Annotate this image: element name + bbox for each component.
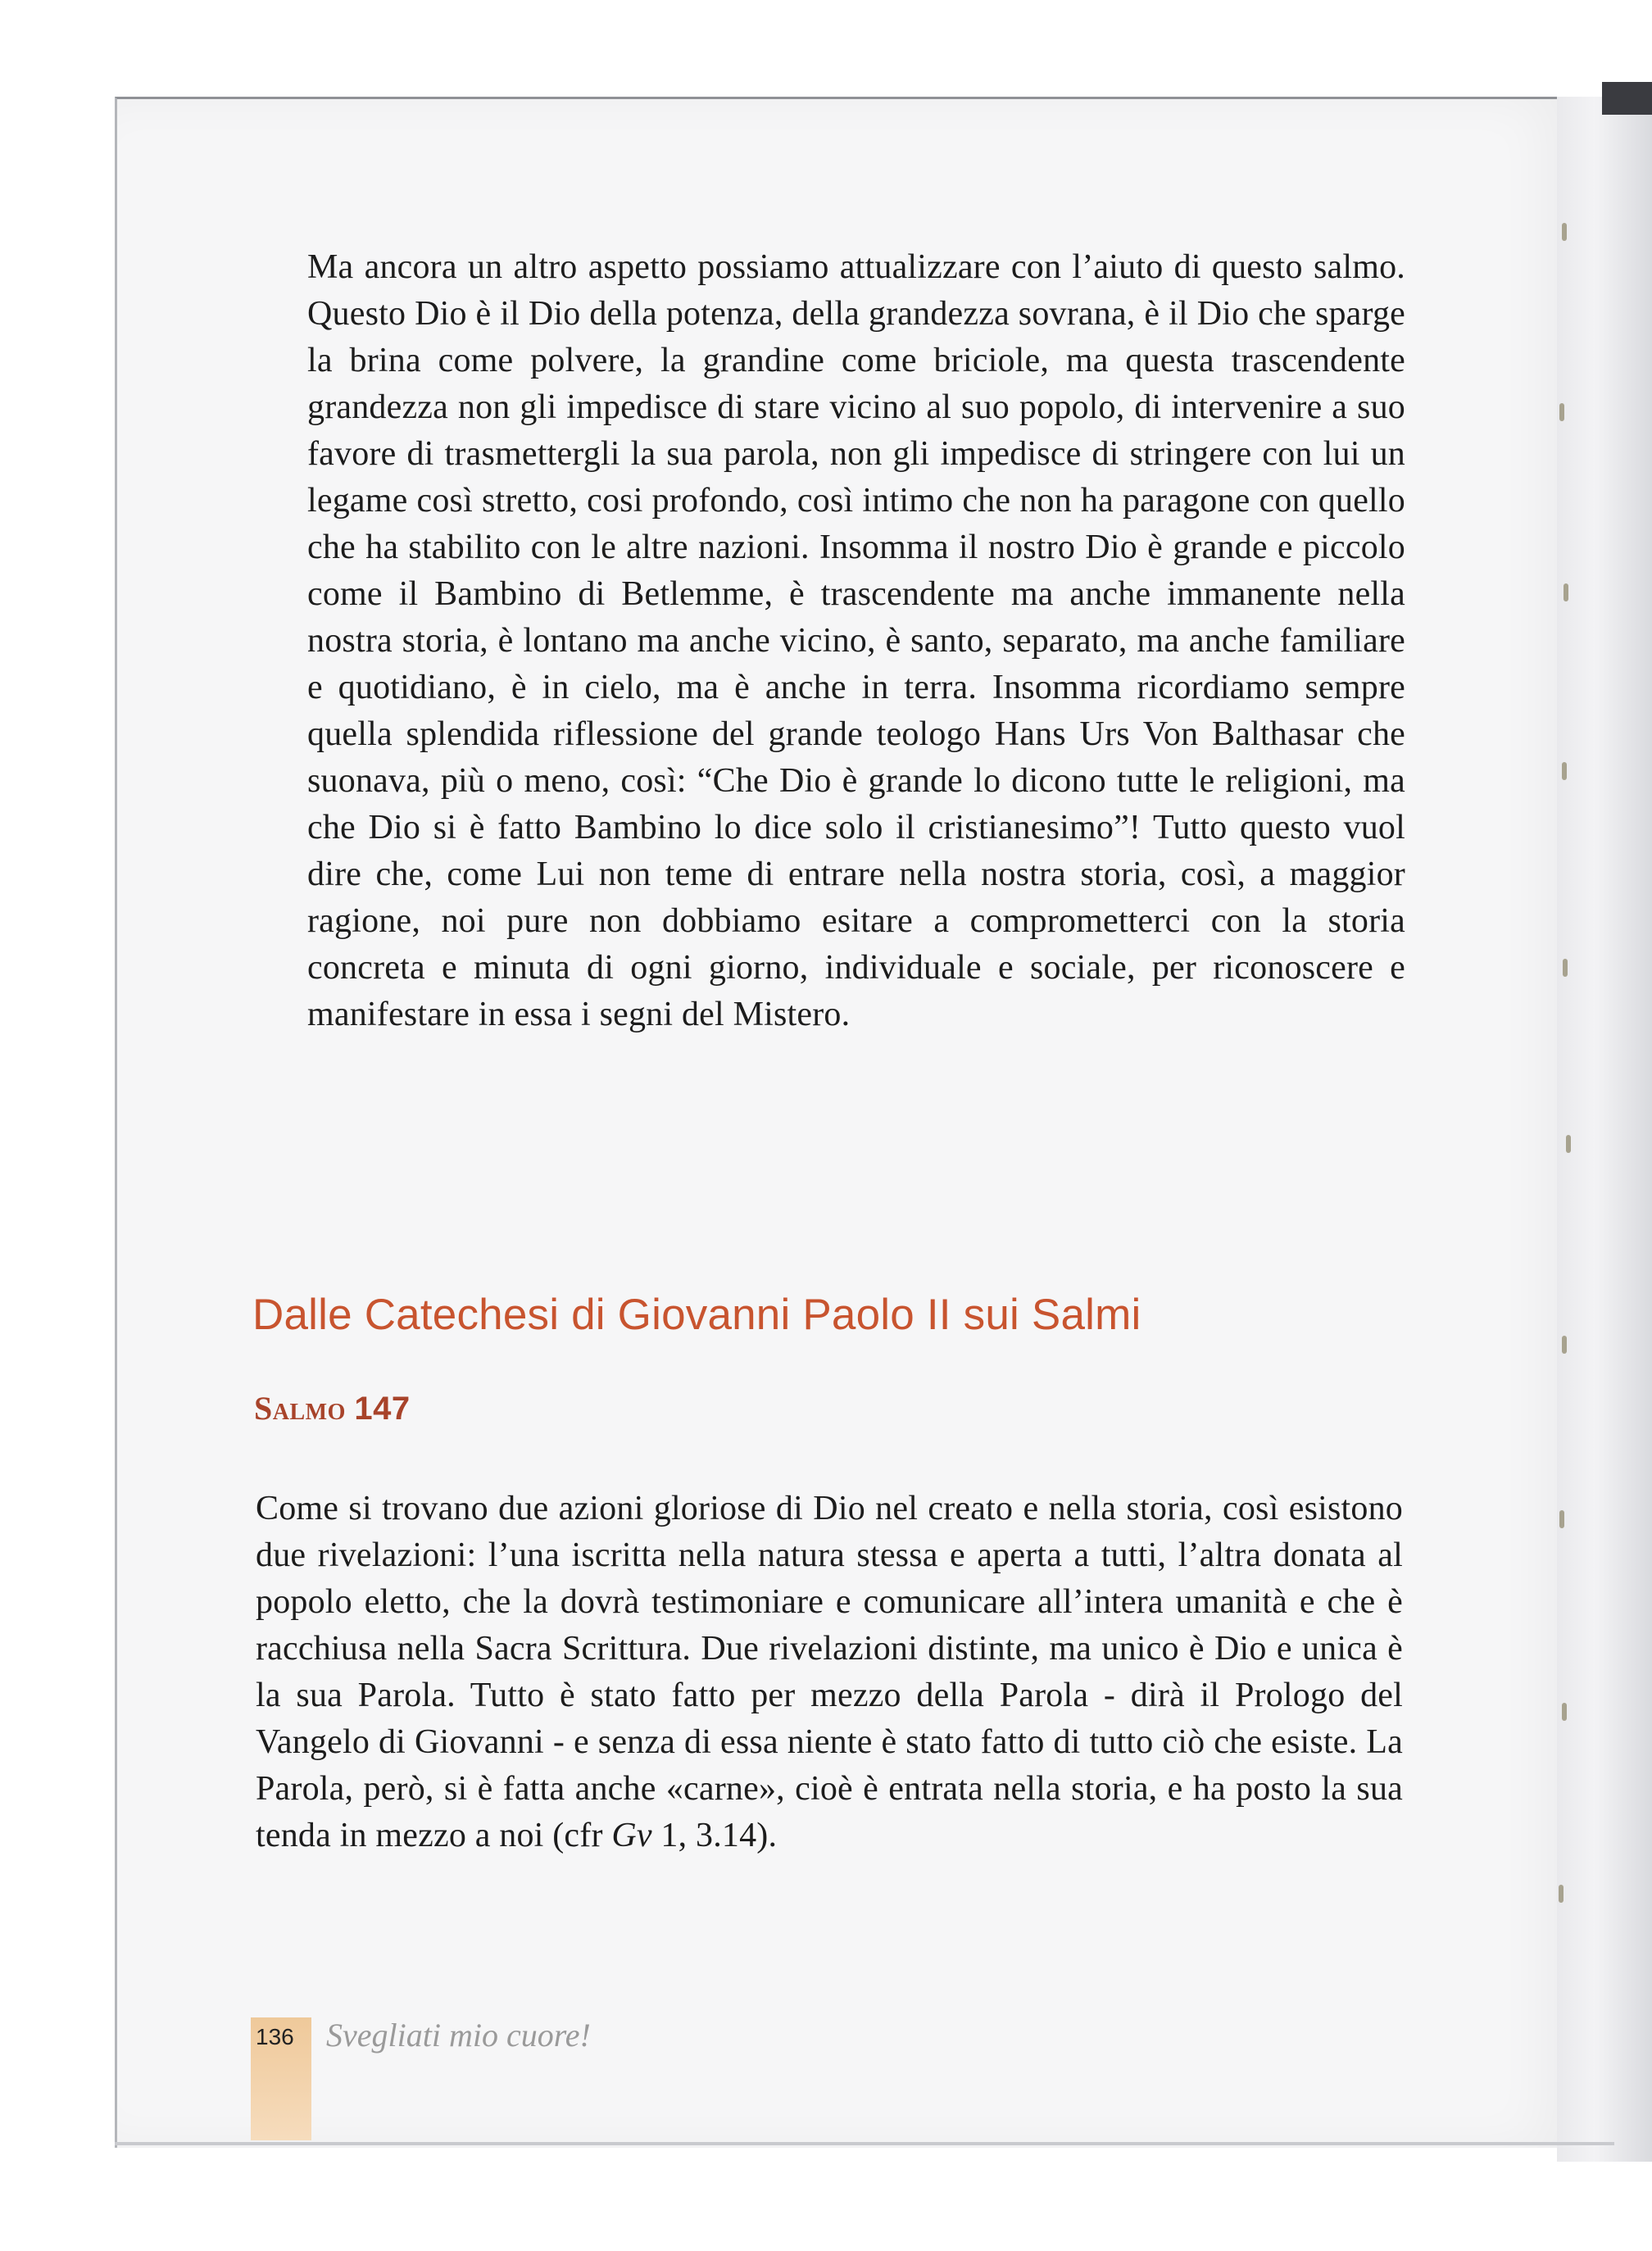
binding-stitch xyxy=(1563,959,1568,977)
page-binding xyxy=(1557,97,1652,2162)
binding-stitch xyxy=(1559,403,1564,421)
binding-stitch xyxy=(1564,583,1568,601)
binding-stitch xyxy=(1559,1885,1564,1903)
paragraph-2-text: Come si trovano due azioni gloriose di Dio nel creato e nella storia, così esistono due rivelazioni: l’una iscritta nella natura stessa e aperta a tutti, l’altra donata al popolo eletto, che la dovrà testimoniare e comunicare all’intera umanità e che è racchiusa nella Sacra Scrittura. Due rivelazioni distinte, ma unico è Dio e unica è la sua Parola. Tutto è stato fatto per mezzo della Parola - dirà il Prologo del Vangelo di Giovanni - e senza di essa niente è stato fatto di tutto ciò che esiste. La Parola, però, si è fatta anche «carne», cioè è entrata nella storia, e ha posto la sua tenda in mezzo a noi (cfr xyxy=(256,1490,1403,1854)
binding-shadow xyxy=(1602,82,1652,115)
binding-stitch xyxy=(1562,223,1567,241)
page-number: 136 xyxy=(256,2024,294,2049)
binding-stitch xyxy=(1562,1703,1567,1721)
body-paragraph-1: Ma ancora un altro aspetto possiamo attualizzare con l’aiuto di questo salmo. Questo Dio è il Dio della potenza, della grandezza sovrana, è il Dio che sparge la brina come polvere, la grandine come briciole, ma questa trascendente grandezza non gli impedisce di stare vicino al suo popolo, di intervenire a suo favore di trasmettergli la sua parola, non gli impedisce di stringere con lui un legame così stretto, cosi profondo, così intimo che non ha paragone con quello che ha stabilito con le altre nazioni. Insomma il nostro Dio è grande e piccolo come il Bambino di Betlemme, è trascendente ma anche immanente nella nostra storia, è lontano ma anche vicino, è santo, separato, ma anche familiare e quotidiano, è in cielo, ma è anche in terra. Insomma ricordiamo sempre quella splendida riflessione del grande teologo Hans Urs Von Balthasar che suonava, più o meno, così: “Che Dio è grande lo dicono tutte le religioni, ma che Dio si è fatto Bambino lo dice solo il cristianesimo”! Tutto questo vuol dire che, come Lui non teme di entrare nella nostra storia, così, a maggior ragione, noi pure non dobbiamo esitare a comprometterci con la storia concreta e minuta di ogni giorno, individuale e sociale, per riconoscere e manifestare in essa i segni del Mistero. xyxy=(307,248,1405,1033)
psalm-label: Salmo xyxy=(254,1390,346,1427)
binding-stitch xyxy=(1559,1510,1564,1528)
page-bottom-edge xyxy=(115,2142,1614,2145)
citation-book: Gv xyxy=(611,1817,652,1854)
running-footer-title: Svegliati mio cuore! xyxy=(326,2017,591,2054)
binding-stitch xyxy=(1566,1135,1571,1153)
psalm-number: 147 xyxy=(354,1391,411,1427)
binding-stitch xyxy=(1562,1336,1567,1354)
psalm-subheading xyxy=(254,1389,411,1427)
binding-stitch xyxy=(1562,762,1567,780)
section-heading: Dalle Catechesi di Giovanni Paolo II sui Salmi xyxy=(252,1291,1141,1339)
body-paragraph-2 xyxy=(256,1486,1403,1859)
citation-reference: 1, 3.14). xyxy=(651,1817,778,1854)
